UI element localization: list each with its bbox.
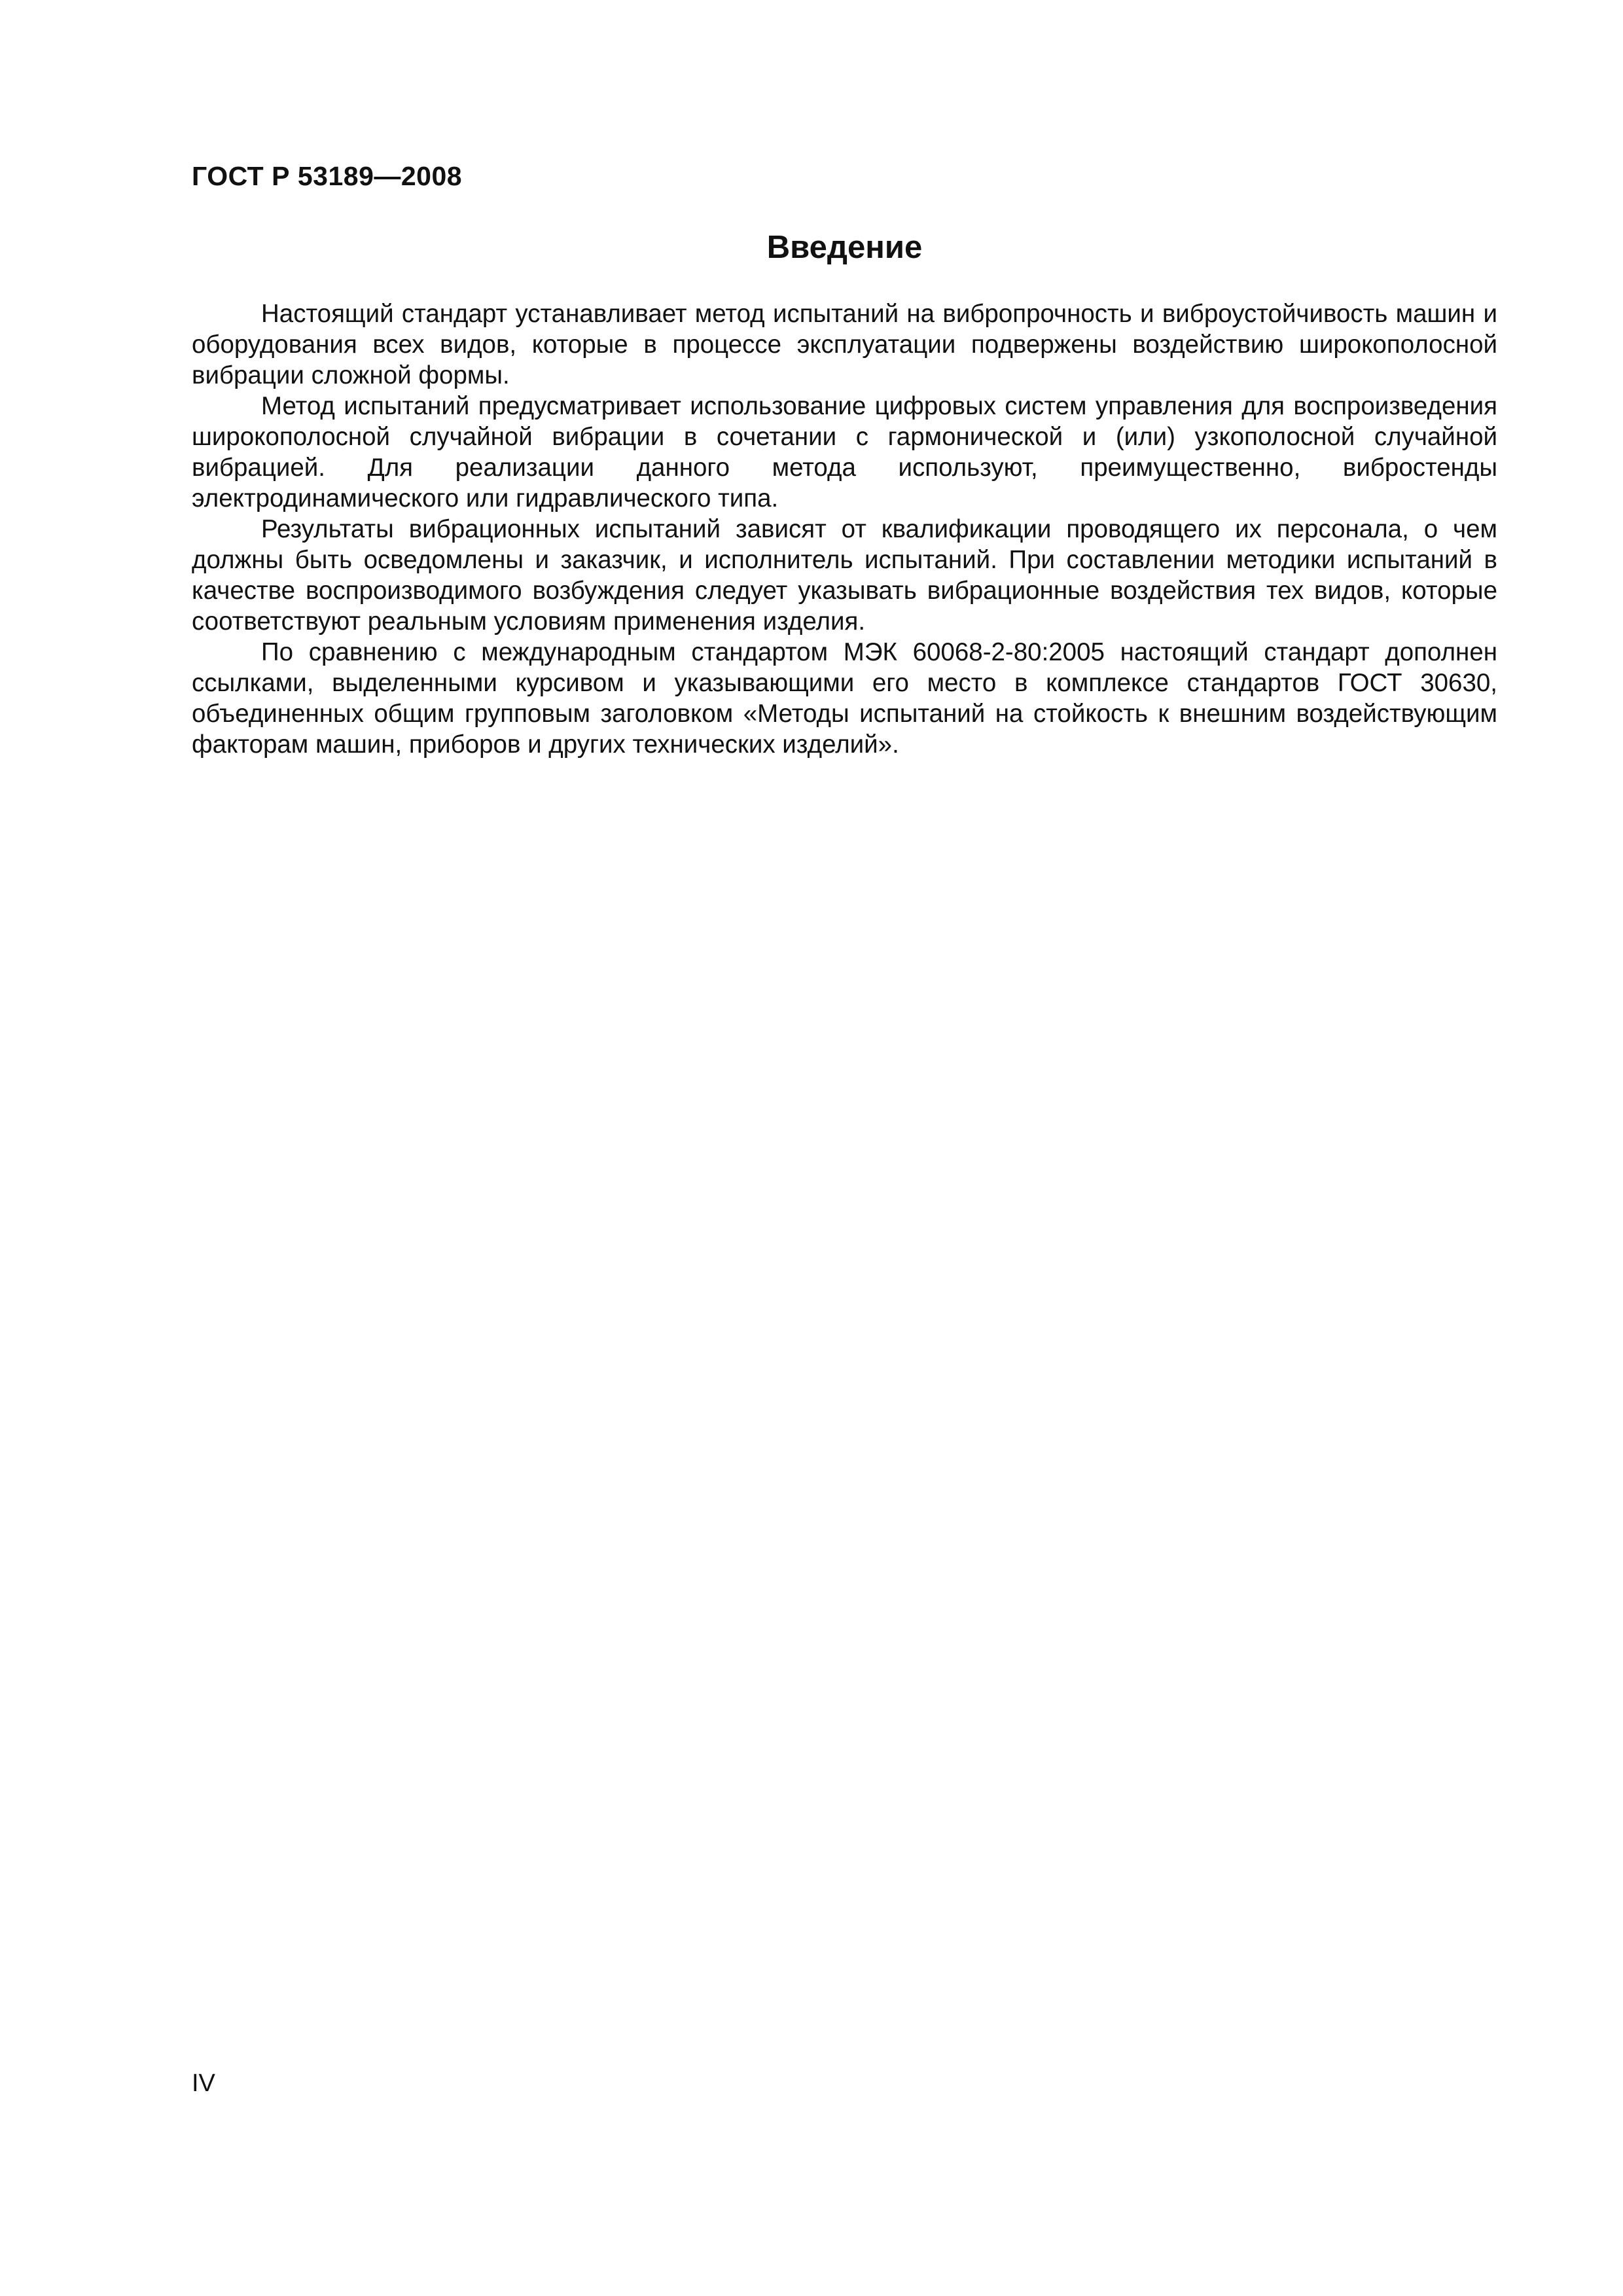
paragraph: Настоящий стандарт устанавливает метод испытаний на вибропрочность и виброустойчивость машин и оборудования всех видов, которые в процессе эксплуатации подвержены воздействию широкополосной вибрации сложной формы. bbox=[192, 300, 1497, 389]
page-number: IV bbox=[192, 2070, 215, 2097]
section-title: Введение bbox=[766, 230, 923, 265]
paragraph: По сравнению с международным стандартом МЭК 60068-2-80:2005 настоящий стандарт дополнен ссылками, выделенными курсивом и указывающими его место в комплексе стандартов ГОСТ 30630, объединенных общим групповым заголовком «Методы испытаний на стойкость к внешним воздействующим факторам машин, приборов и других технических изделий». bbox=[192, 638, 1497, 759]
introduction-body bbox=[192, 298, 1497, 760]
document-code: ГОСТ Р 53189—2008 bbox=[192, 161, 463, 191]
paragraph: Результаты вибрационных испытаний зависят от квалификации проводящего их персонала, о чем должны быть осведомлены и заказчик, и исполнитель испытаний. При составлении методики испытаний в качестве воспроизводимого возбуждения следует указывать вибрационные воздействия тех видов, которые соответствуют реальным условиям применения изделия. bbox=[192, 515, 1497, 636]
paragraph: Метод испытаний предусматривает использование цифровых систем управления для воспроизведения широкополосной случайной вибрации в сочетании с гармонической и (или) узкополосной случайной вибрацией. Для реализации данного метода используют, преимущественно, вибростенды электродинамического или гидравлического типа. bbox=[192, 392, 1497, 512]
